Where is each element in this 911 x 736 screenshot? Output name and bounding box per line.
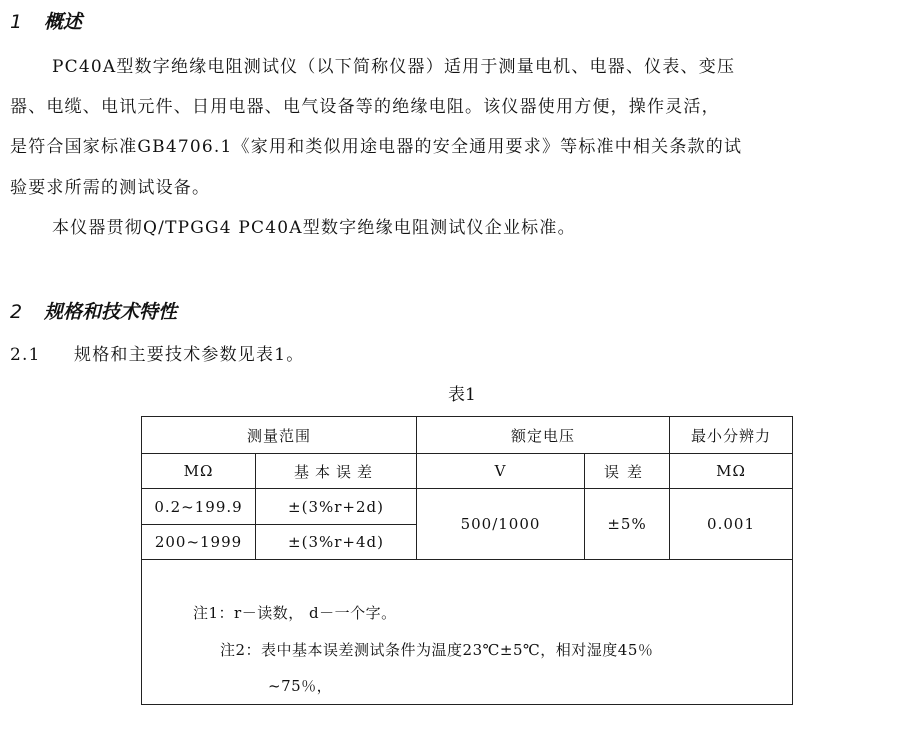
cell-resolution: 0.001 [670,489,793,560]
section-title: 概述 [44,11,83,33]
table-caption: 表1 [448,385,476,405]
section-number: 1 [10,11,23,33]
cell-voltage: 500/1000 [417,489,585,560]
paragraph-line: 器、电缆、电讯元件、日用电器、电气设备等的绝缘电阻。该仪器使用方便，操作灵活， [10,97,720,117]
header-measure-range: 测量范围 [142,417,417,454]
section-2-heading [10,297,177,324]
note-2: 注2：表中基本误差测试条件为温度23℃±5℃，相对湿度45％ [220,641,654,659]
cell-error: ±(3%r+4d) [256,525,417,560]
spec-table [141,416,793,705]
cell-error: ±(3%r+2d) [256,489,417,525]
paragraph-line: PC40A型数字绝缘电阻测试仪（以下简称仪器）适用于测量电机、电器、仪表、变压 [52,57,736,77]
subheader-voltage-error: 误差 [585,454,670,489]
paragraph-line: 是符合国家标准GB4706.1《家用和类似用途电器的安全通用要求》等标准中相关条款的试 [10,137,743,157]
notes-cell [142,560,793,705]
subsection-text: 规格和主要技术参数见表1。 [74,345,305,365]
cell-range: 200~1999 [142,525,256,560]
standard-paragraph: 本仪器贯彻Q/TPGG4 PC40A型数字绝缘电阻测试仪企业标准。 [52,218,576,238]
paragraph-line: 验要求所需的测试设备。 [10,178,211,198]
section-title: 规格和技术特性 [44,301,178,323]
section-1-heading [10,7,82,34]
section-number: 2 [10,301,23,323]
note-1: 注1：r－读数， d－一个字。 [193,604,397,622]
cell-voltage-error: ±5% [585,489,670,560]
header-min-resolution: 最小分辨力 [670,417,793,454]
note-2-continued: ~75％， [268,677,333,695]
header-rated-voltage: 额定电压 [417,417,670,454]
cell-range: 0.2~199.9 [142,489,256,525]
subsection-2-1 [10,340,304,365]
subheader-voltage-unit: V [417,454,585,489]
subheader-resolution-unit: MΩ [670,454,793,489]
subsection-number: 2.1 [10,345,41,365]
subheader-basic-error: 基本误差 [256,454,417,489]
subheader-range-unit: MΩ [142,454,256,489]
